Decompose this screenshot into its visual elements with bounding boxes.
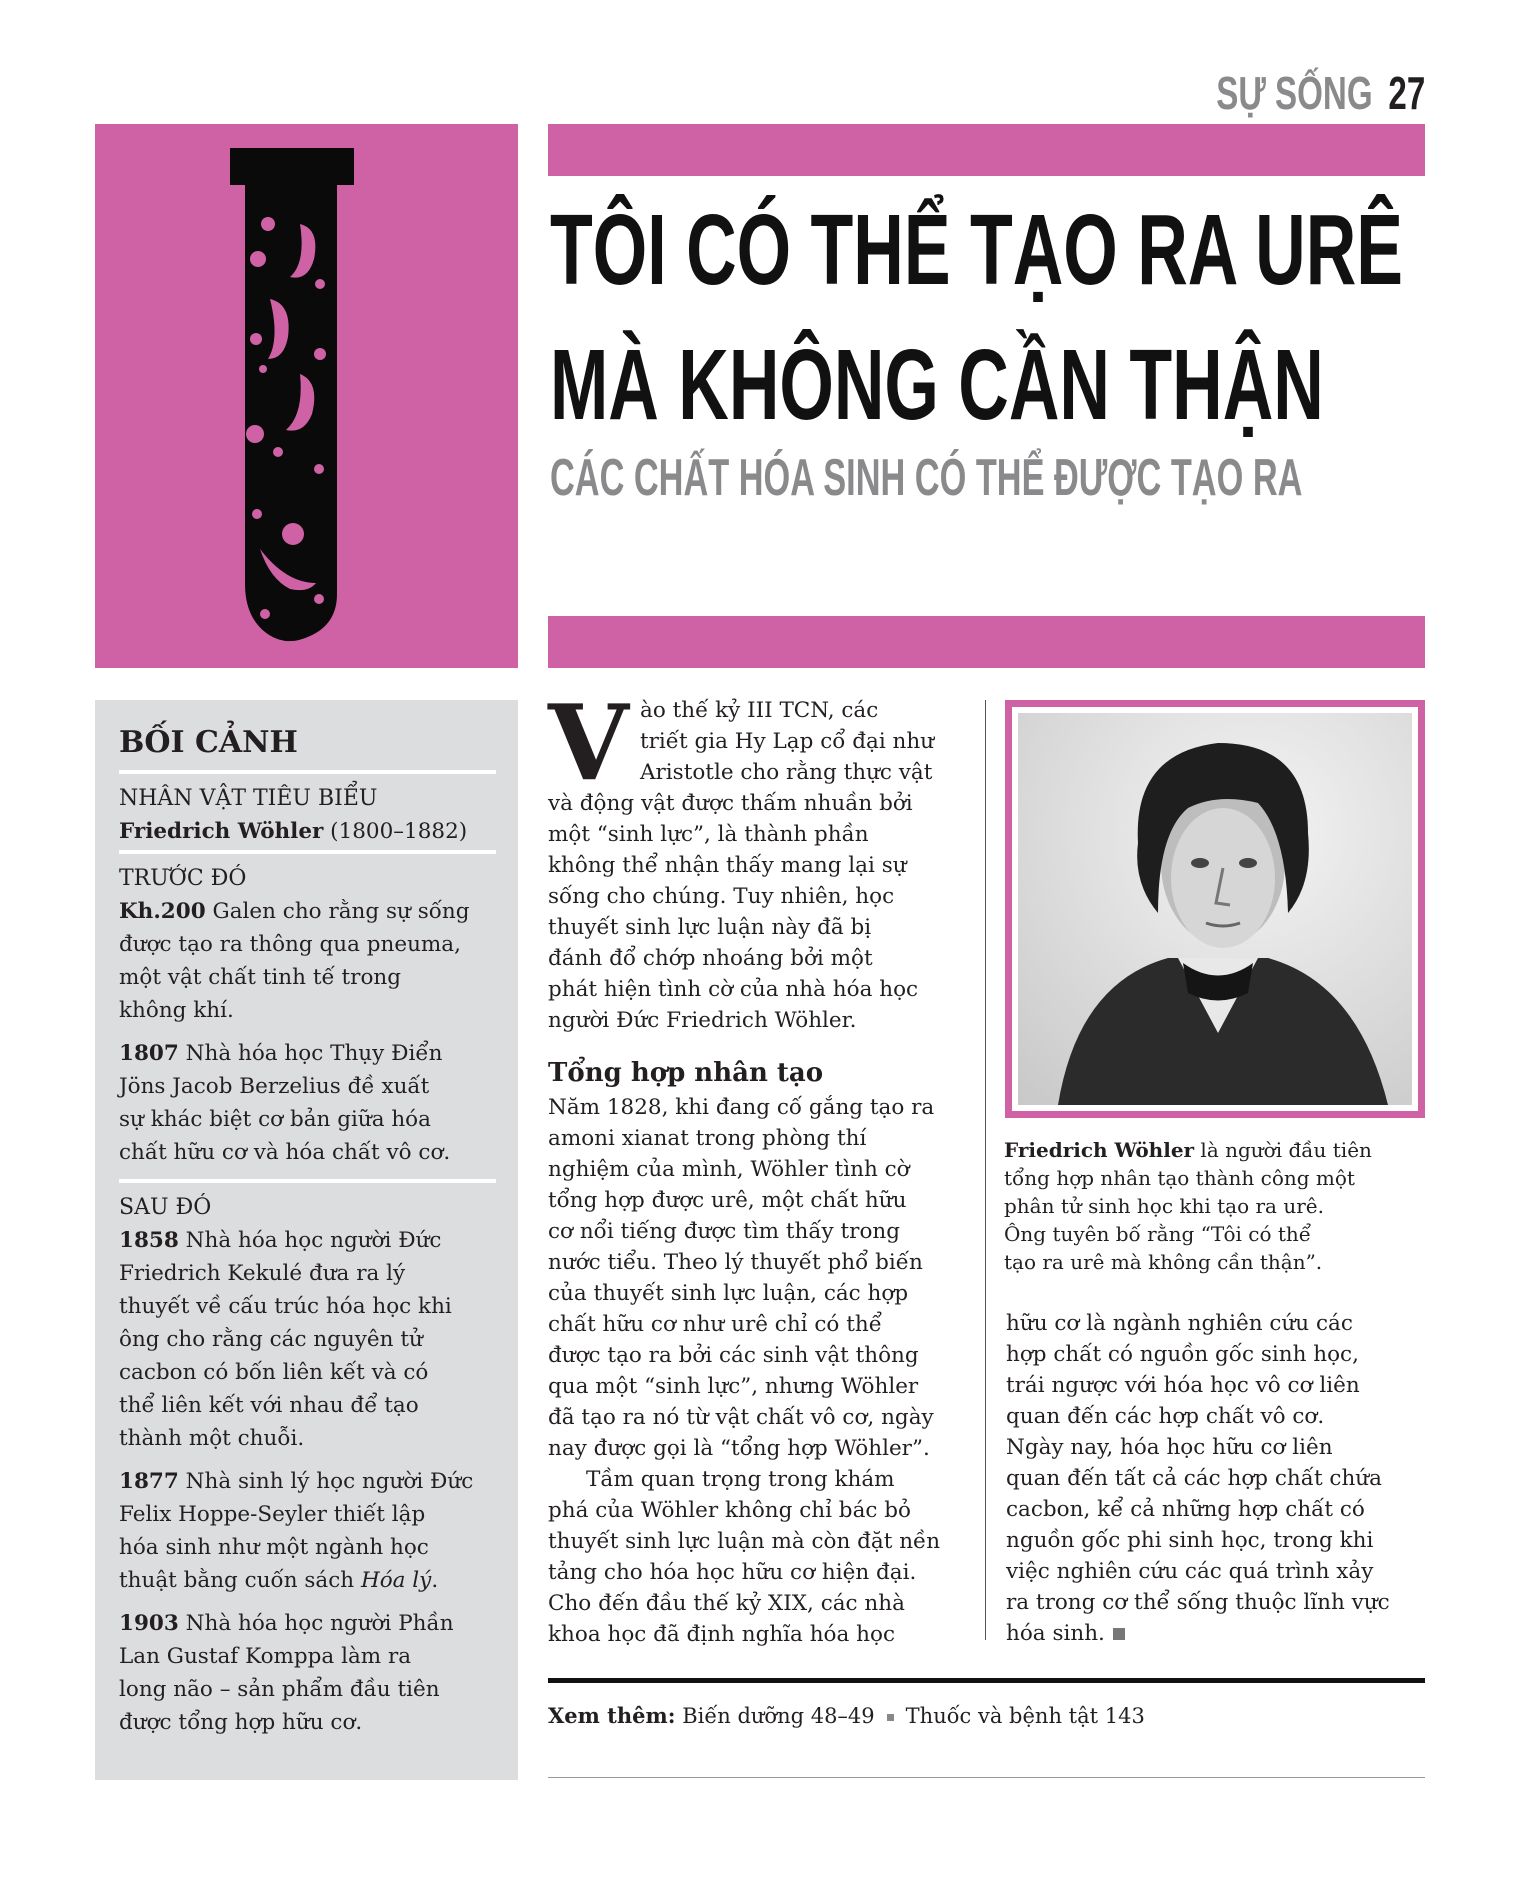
column-divider — [985, 700, 986, 1640]
after-timeline — [119, 1224, 496, 1739]
key-figure-name: Friedrich Wöhler — [119, 819, 324, 844]
text-line: ra trong cơ thể sống thuộc lĩnh vực — [1006, 1590, 1390, 1615]
text-line: phá của Wöhler không chỉ bác bỏ — [548, 1498, 911, 1523]
text-line — [119, 1465, 496, 1498]
book-title: Hóa lý — [360, 1568, 432, 1593]
text-line: thành một chuỗi. — [119, 1426, 305, 1451]
text-line: được tạo ra bởi các sinh vật thông — [548, 1343, 919, 1368]
text-line: phân tử sinh học khi tạo ra urê. — [1004, 1194, 1324, 1218]
right-column — [1006, 1308, 1436, 1649]
text-line: ông cho rằng các nguyên tử — [119, 1327, 423, 1352]
text-line: cacbon có bốn liên kết và có — [119, 1360, 429, 1385]
entry-year: 1877 — [119, 1469, 179, 1494]
text-line: Ông tuyên bố rằng “Tôi có thể — [1004, 1222, 1312, 1246]
text-line: cơ nổi tiếng được tìm thấy trong — [548, 1219, 900, 1244]
text-line: và động vật được thấm nhuần bởi — [548, 791, 913, 816]
timeline-entry — [119, 1037, 496, 1169]
divider — [119, 1179, 496, 1183]
text-line: sống cho chúng. Tuy nhiên, học — [548, 884, 895, 909]
text-line: amoni xianat trong phòng thí — [548, 1126, 867, 1151]
see-also-label: Xem thêm: — [548, 1703, 676, 1728]
drop-cap: V — [548, 681, 629, 804]
caption-name: Friedrich Wöhler — [1004, 1138, 1195, 1162]
text-line: không thể nhận thấy mang lại sự — [548, 853, 907, 878]
test-tube-illustration — [95, 124, 518, 668]
paragraph — [548, 1092, 978, 1464]
entry-year: Kh.200 — [119, 899, 206, 924]
text-line: tổng hợp nhân tạo thành công một — [1004, 1166, 1355, 1190]
subtitle: CÁC CHẤT HÓA SINH CÓ THỂ ĐƯỢC TẠO RA — [550, 449, 1303, 507]
bottom-rule — [548, 1777, 1425, 1778]
caption-text: là người đầu tiên — [1194, 1138, 1372, 1162]
main-column — [548, 681, 978, 1650]
key-figure-label: NHÂN VẬT TIÊU BIỂU — [119, 786, 378, 811]
text-line: được tổng hợp hữu cơ. — [119, 1710, 363, 1735]
text-line — [119, 1564, 496, 1597]
intro-paragraph — [548, 681, 978, 1036]
see-also-link[interactable]: Thuốc và bệnh tật 143 — [905, 1704, 1145, 1728]
text-line: Friedrich Kekulé đưa ra lý — [119, 1261, 406, 1286]
portrait-image — [1018, 713, 1412, 1105]
entry-year: 1903 — [119, 1611, 179, 1636]
divider — [119, 850, 496, 854]
text-line: nước tiểu. Theo lý thuyết phổ biến — [548, 1250, 923, 1275]
portrait-photo — [1005, 700, 1425, 1118]
text-line: Felix Hoppe-Seyler thiết lập — [119, 1502, 426, 1527]
before-label: TRƯỚC ĐÓ — [119, 866, 247, 891]
text-last: hóa sinh. — [1006, 1621, 1105, 1646]
key-figure-dates: (1800–1882) — [323, 819, 468, 844]
timeline-entry — [119, 1465, 496, 1597]
text-line: tạo ra urê mà không cần thận”. — [1004, 1250, 1323, 1274]
entry-text: thuật bằng cuốn sách — [119, 1568, 361, 1593]
text-line: đã tạo ra nó từ vật chất vô cơ, ngày — [548, 1405, 934, 1430]
text-line: tổng hợp được urê, một chất hữu — [548, 1188, 907, 1213]
title-line-2: MÀ KHÔNG CẦN THẬN — [550, 329, 1324, 441]
running-head — [1216, 66, 1425, 120]
before-timeline — [119, 895, 496, 1169]
entry-text: Galen cho rằng sự sống — [205, 899, 470, 924]
context-sidebar — [95, 700, 518, 1780]
test-tube-with-microbes-icon — [95, 124, 518, 668]
text-line: việc nghiên cứu các quá trình xảy — [1006, 1559, 1374, 1584]
section-subheading: Tổng hợp nhân tạo — [548, 1058, 824, 1088]
title-bar-bottom — [548, 616, 1425, 668]
text-line: phát hiện tình cờ của nhà hóa học — [548, 977, 919, 1002]
text-line: Tầm quan trọng trong khám — [586, 1467, 895, 1492]
text-line: khoa học đã định nghĩa hóa học — [548, 1622, 895, 1647]
text-line: hợp chất có nguồn gốc sinh học, — [1006, 1342, 1359, 1367]
text-line — [119, 1037, 496, 1070]
entry-text: Nhà sinh lý học người Đức — [178, 1469, 474, 1494]
text-line: Ngày nay, hóa học hữu cơ liên — [1006, 1435, 1333, 1460]
text-line: Cho đến đầu thế kỷ XIX, các nhà — [548, 1591, 905, 1616]
text-line: nguồn gốc phi sinh học, trong khi — [1006, 1528, 1374, 1553]
text-line: nghiệm của mình, Wöhler tình cờ — [548, 1157, 910, 1182]
text-line: người Đức Friedrich Wöhler. — [548, 1008, 857, 1033]
text-line: của thuyết sinh lực luận, các hợp — [548, 1281, 909, 1306]
page-number: 27 — [1388, 67, 1425, 119]
timeline-entry — [119, 1607, 496, 1739]
text-line: chất hữu cơ như urê chỉ có thể — [548, 1312, 882, 1337]
entry-text: Nhà hóa học người Đức — [178, 1228, 442, 1253]
end-mark-icon — [1113, 1628, 1125, 1640]
text-line: sự khác biệt cơ bản giữa hóa — [119, 1107, 431, 1132]
text-line: nay được gọi là “tổng hợp Wöhler”. — [548, 1436, 930, 1461]
text-line — [119, 895, 496, 928]
text-line: không khí. — [119, 998, 234, 1023]
text-line — [1006, 1618, 1436, 1649]
text-line: được tạo ra thông qua pneuma, — [119, 932, 461, 957]
see-also — [548, 1700, 1145, 1732]
text-line: quan đến các hợp chất vô cơ. — [1006, 1404, 1325, 1429]
text-line: Năm 1828, khi đang cố gắng tạo ra — [548, 1095, 935, 1120]
text-line: quan đến tất cả các hợp chất chứa — [1006, 1466, 1382, 1491]
text-line: một vật chất tinh tế trong — [119, 965, 401, 990]
entry-year: 1807 — [119, 1041, 179, 1066]
text-line: long não – sản phẩm đầu tiên — [119, 1677, 440, 1702]
text-line: cacbon, kể cả những hợp chất có — [1006, 1497, 1365, 1522]
text-line: trái ngược với hóa học vô cơ liên — [1006, 1373, 1360, 1398]
text-line: thuyết sinh lực luận này đã bị — [548, 915, 872, 940]
text-line: hữu cơ là ngành nghiên cứu các — [1006, 1311, 1353, 1336]
footer-rule — [548, 1678, 1425, 1683]
photo-caption — [1004, 1136, 1434, 1276]
paragraph — [548, 1464, 978, 1650]
text-line: ào thế kỷ III TCN, các — [640, 698, 879, 723]
text-line: Lan Gustaf Komppa làm ra — [119, 1644, 412, 1669]
entry-text: Nhà hóa học Thụy Điển — [178, 1041, 443, 1066]
title-bar-top — [548, 124, 1425, 176]
text-line: triết gia Hy Lạp cổ đại như — [640, 729, 935, 754]
timeline-entry — [119, 895, 496, 1027]
text-line: thuyết sinh lực luận mà còn đặt nền — [548, 1529, 941, 1554]
text-line: qua một “sinh lực”, nhưng Wöhler — [548, 1374, 919, 1399]
text-line — [119, 1607, 496, 1640]
text-line: chất hữu cơ và hóa chất vô cơ. — [119, 1140, 451, 1165]
timeline-entry — [119, 1224, 496, 1455]
see-also-link[interactable]: Biến dưỡng 48–49 — [682, 1704, 875, 1728]
text-line: thể liên kết với nhau để tạo — [119, 1393, 419, 1418]
key-figure — [119, 815, 496, 848]
text-line: đánh đổ chớp nhoáng bởi một — [548, 946, 873, 971]
sidebar-heading: BỐI CẢNH — [119, 725, 298, 760]
separator-icon — [887, 1714, 894, 1721]
after-label: SAU ĐÓ — [119, 1195, 212, 1220]
text-line: một “sinh lực”, là thành phần — [548, 822, 869, 847]
text-line: tảng cho hóa học hữu cơ hiện đại. — [548, 1560, 917, 1585]
text-line: hóa sinh như một ngành học — [119, 1535, 429, 1560]
entry-year: 1858 — [119, 1228, 179, 1253]
text-line: thuyết về cấu trúc hóa học khi — [119, 1294, 452, 1319]
entry-text: Nhà hóa học người Phần — [178, 1611, 454, 1636]
text-line — [119, 1224, 496, 1257]
entry-text: . — [431, 1568, 439, 1593]
text-line: Aristotle cho rằng thực vật — [640, 760, 933, 785]
title-line-1: TÔI CÓ THỂ TẠO RA URÊ — [550, 194, 1403, 306]
section-name: SỰ SỐNG — [1216, 67, 1373, 119]
text-line: Jöns Jacob Berzelius đề xuất — [119, 1074, 430, 1099]
divider — [119, 770, 496, 774]
